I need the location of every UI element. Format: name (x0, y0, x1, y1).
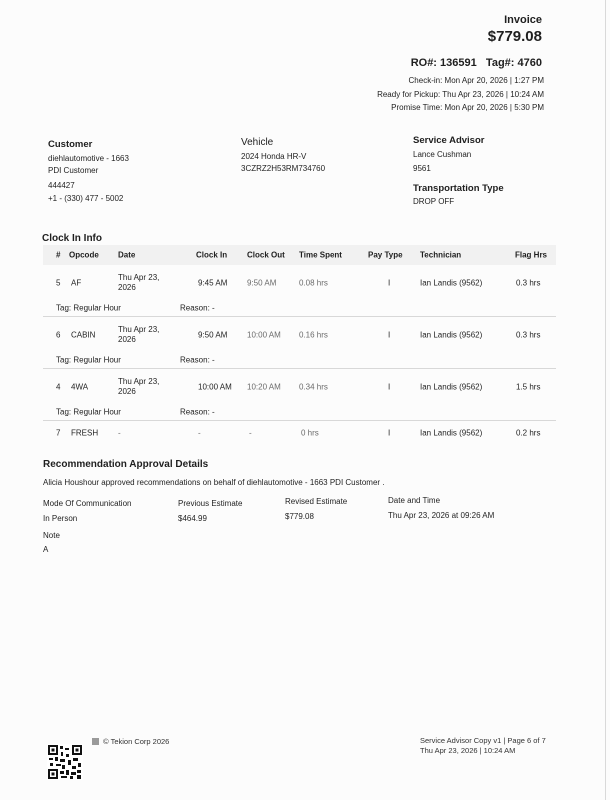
recommendation-title: Recommendation Approval Details (43, 459, 209, 470)
previous-estimate-label: Previous Estimate (178, 499, 243, 508)
row-flag-hrs: 0.2 hrs (516, 428, 541, 437)
row-opcode: CABIN (71, 330, 96, 339)
date-time-block (388, 496, 494, 520)
row-clock-in: 9:45 AM (198, 278, 228, 287)
row-pay-type: I (388, 330, 391, 339)
customer-block (48, 139, 129, 205)
invoice-label: Invoice (504, 14, 542, 26)
row-clock-out: 10:00 AM (247, 330, 281, 339)
customer-title: Customer (48, 139, 93, 150)
advisor-name: Lance Cushman (413, 150, 472, 159)
qr-code-icon (47, 744, 83, 780)
row-flag-hrs: 1.5 hrs (516, 382, 541, 391)
clock-in-table (43, 245, 556, 444)
col-clock-in: Clock In (196, 250, 228, 260)
row-tag: Tag: Regular Hour (56, 303, 121, 313)
row-technician: Ian Landis (9562) (420, 278, 483, 287)
clock-in-title: Clock In Info (42, 233, 102, 244)
row-opcode: 4WA (71, 382, 89, 391)
mode-value: In Person (43, 514, 78, 523)
col-flag-hrs: Flag Hrs (515, 250, 548, 260)
mode-label: Mode Of Communication (43, 499, 132, 508)
table-row (43, 265, 556, 300)
note-label: Note (43, 531, 60, 540)
row-num: 6 (56, 330, 61, 339)
row-technician: Ian Landis (9562) (420, 428, 483, 437)
revised-estimate-block (285, 497, 347, 521)
table-row (43, 368, 556, 404)
col-time-spent: Time Spent (299, 250, 342, 260)
advisor-id: 9561 (413, 164, 431, 173)
row-time-spent: 0.08 hrs (299, 278, 328, 287)
header-dates (377, 74, 544, 115)
col-opcode: Opcode (69, 250, 99, 260)
row-reason: Reason: - (180, 355, 215, 365)
col-technician: Technician (420, 250, 462, 260)
row-clock-in: 9:50 AM (198, 330, 228, 339)
row-opcode: AF (71, 278, 82, 287)
footer-copy: Service Advisor Copy v1 | Page 6 of 7 (420, 736, 546, 745)
row-tag: Tag: Regular Hour (56, 407, 121, 417)
tag-row (43, 404, 556, 420)
table-row (43, 316, 556, 352)
row-clock-in: - (198, 428, 201, 437)
row-clock-out: - (249, 428, 252, 437)
revised-estimate-label: Revised Estimate (285, 497, 348, 506)
approval-statement: Alicia Houshour approved recommendations on behalf of diehlautomotive - 1663 PDI Customer . (43, 478, 385, 487)
revised-estimate-value: $779.08 (285, 512, 314, 521)
previous-estimate-block (178, 499, 242, 523)
ro-number: 136591 (440, 57, 477, 69)
tag-label: Tag#: (485, 57, 515, 69)
row-time-spent: 0.34 hrs (299, 382, 328, 391)
vehicle-model: 2024 Honda HR-V (241, 152, 307, 161)
row-pay-type: I (388, 278, 391, 287)
vehicle-title: Vehicle (241, 137, 274, 148)
row-opcode: FRESH (71, 428, 99, 437)
date-time-value: Thu Apr 23, 2026 at 09:26 AM (388, 511, 495, 520)
page-edge (605, 0, 606, 800)
row-date: Thu Apr 23, 2026 (118, 376, 160, 396)
col-clock-out: Clock Out (247, 250, 285, 260)
row-reason: Reason: - (180, 407, 215, 417)
col-date: Date (118, 250, 136, 260)
row-time-spent: 0 hrs (301, 428, 319, 437)
transport-type: DROP OFF (413, 197, 455, 206)
advisor-title: Service Advisor (413, 135, 485, 146)
invoice-amount: $779.08 (487, 28, 542, 45)
ro-label: RO#: (410, 57, 437, 69)
footer-brand-text: © Tekion Corp 2026 (103, 737, 170, 746)
row-technician: Ian Landis (9562) (420, 382, 483, 391)
previous-estimate-value: $464.99 (178, 514, 207, 523)
table-row (43, 420, 556, 444)
footer-info (420, 736, 546, 756)
tag-row (43, 300, 556, 316)
table-header (43, 245, 556, 265)
checkin-time: Check-in: Mon Apr 20, 2026 | 1:27 PM (408, 76, 544, 85)
row-time-spent: 0.16 hrs (299, 330, 328, 339)
vehicle-block (241, 137, 325, 175)
footer-printed: Thu Apr 23, 2026 | 10:24 AM (420, 746, 516, 755)
row-clock-in: 10:00 AM (198, 382, 232, 391)
row-technician: Ian Landis (9562) (420, 330, 483, 339)
row-flag-hrs: 0.3 hrs (516, 278, 541, 287)
mode-block (43, 499, 131, 523)
row-pay-type: I (388, 428, 391, 437)
customer-name: diehlautomotive - 1663 (48, 154, 129, 163)
row-tag: Tag: Regular Hour (56, 355, 121, 365)
vehicle-vin: 3CZRZ2H53RM734760 (241, 164, 326, 173)
row-date: Thu Apr 23, 2026 (118, 272, 160, 292)
date-time-label: Date and Time (388, 496, 441, 505)
tekion-logo-icon (92, 738, 99, 745)
row-date: - (118, 428, 121, 437)
row-reason: Reason: - (180, 303, 215, 313)
row-clock-out: 9:50 AM (247, 278, 277, 287)
footer-brand (92, 737, 169, 746)
tag-number: 4760 (517, 57, 542, 69)
col-pay-type: Pay Type (368, 250, 403, 260)
note-block (43, 531, 60, 554)
customer-id: 444427 (48, 181, 75, 190)
invoice-header (488, 14, 542, 45)
row-num: 4 (56, 382, 61, 391)
row-flag-hrs: 0.3 hrs (516, 330, 541, 339)
row-num: 5 (56, 278, 61, 287)
ready-time: Ready for Pickup: Thu Apr 23, 2026 | 10:24 AM (377, 89, 544, 99)
customer-phone: +1 - (330) 477 - 5002 (48, 194, 124, 203)
row-date: Thu Apr 23, 2026 (118, 324, 160, 344)
transport-title: Transportation Type (413, 183, 504, 194)
row-pay-type: I (388, 382, 391, 391)
row-num: 7 (56, 428, 61, 437)
advisor-block (413, 135, 504, 208)
ro-tag-line (411, 57, 542, 69)
customer-sub: PDI Customer (48, 166, 99, 175)
col-num: # (56, 250, 61, 260)
row-clock-out: 10:20 AM (247, 382, 281, 391)
tag-row (43, 352, 556, 368)
promise-time: Promise Time: Mon Apr 20, 2026 | 5:30 PM (391, 103, 544, 112)
note-value: A (43, 545, 49, 554)
